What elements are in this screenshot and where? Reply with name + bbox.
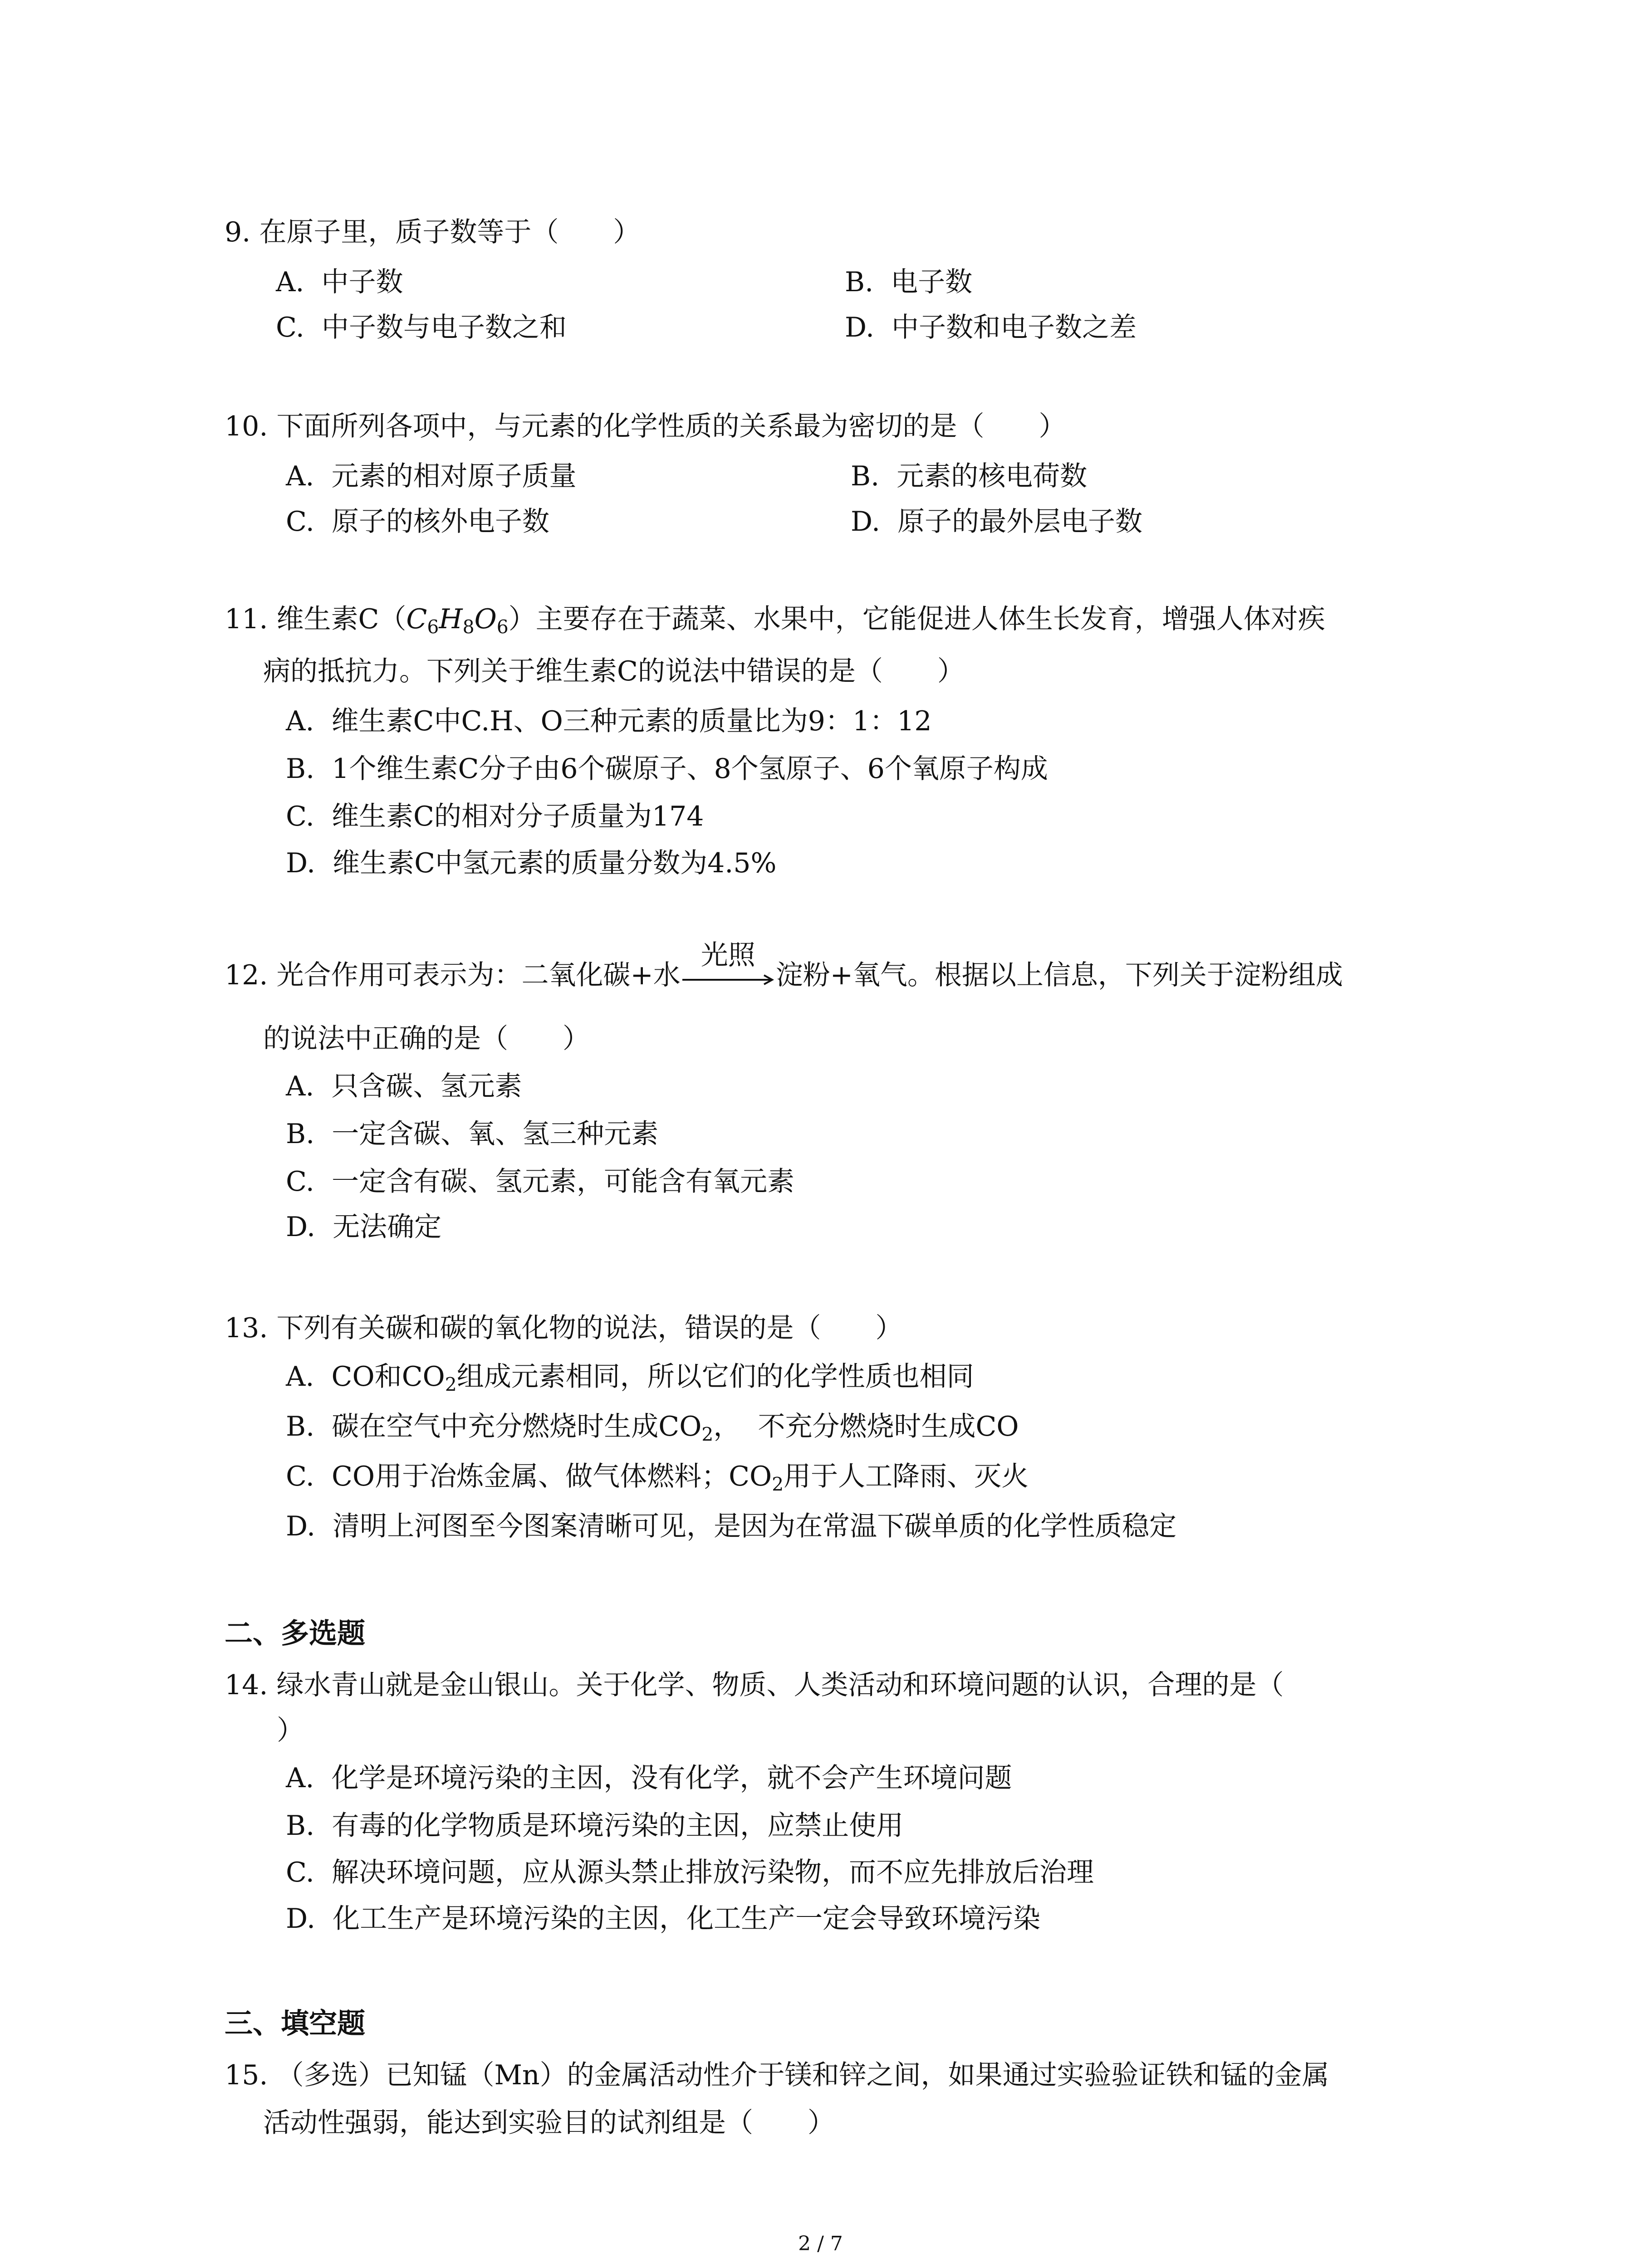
q13-option-c: C. CO用于冶炼金属、做气体燃料；$CO_2$用于人工降雨、灭火 xyxy=(286,1461,1029,1496)
q13-option-d: D. 清明上河图至今图案清晰可见，是因为在常温下碳单质的化学性质稳定 xyxy=(286,1510,1177,1542)
q9-option-d: D. 中子数和电子数之差 xyxy=(845,312,1137,343)
q13-option-a: A. CO和$CO_2$组成元素相同，所以它们的化学性质也相同 xyxy=(286,1361,974,1396)
section-heading-multi-choice: 二、多选题 xyxy=(225,1617,366,1650)
q9-stem: 9. 在原子里，质子数等于（ ） xyxy=(225,216,641,248)
page-number: 2 / 7 xyxy=(798,2232,843,2255)
q12-stem-line2: 的说法中正确的是（ ） xyxy=(263,1023,590,1055)
q12-option-b: B. 一定含碳、氧、氢三种元素 xyxy=(286,1118,659,1150)
reaction-arrow xyxy=(681,939,776,989)
q15-stem: 15. （多选）已知锰（Mn）的金属活动性介于镁和锌之间，如果通过实验验证铁和锰的金属 xyxy=(225,2059,1329,2091)
q14-option-d: D. 化工生产是环境污染的主因，化工生产一定会导致环境污染 xyxy=(286,1903,1041,1935)
q11-option-c: C. 维生素C的相对分子质量为174 xyxy=(286,801,704,832)
q11-stem: 11. 维生素$C(C_6H_8O_6)$主要存在于蔬菜、水果中，它能促进人体生长发育，增强人体对疾 xyxy=(225,603,1325,638)
q10-option-c: C. 原子的核外电子数 xyxy=(286,506,549,538)
q12-option-a: A. 只含碳、氢元素 xyxy=(286,1070,522,1102)
q12-option-c: C. 一定含有碳、氢元素，可能含有氧元素 xyxy=(286,1166,794,1198)
q11-option-b: B. 1个维生素C分子由6个碳原子、8个氢原子、6个氧原子构成 xyxy=(286,753,1048,785)
q11-option-a: A. 维生素C中C.H、O三种元素的质量比为9：1：12 xyxy=(286,705,932,737)
q9-option-a: A. 中子数 xyxy=(276,266,403,298)
q11-stem-line2: 病的抵抗力。下列关于维生素C的说法中错误的是（ ） xyxy=(263,655,965,687)
q9-option-c: C. 中子数与电子数之和 xyxy=(276,312,567,343)
q14-option-a: A. 化学是环境污染的主因，没有化学，就不会产生环境问题 xyxy=(286,1762,1012,1794)
q9-option-b: B. 电子数 xyxy=(845,266,973,298)
q13-option-b: B. 碳在空气中充分燃烧时生成$CO_2$， 不充分燃烧时生成CO xyxy=(286,1411,1019,1446)
q14-stem-line2: ） xyxy=(277,1715,304,1746)
q10-stem: 10. 下面所列各项中，与元素的化学性质的关系最为密切的是（ ） xyxy=(225,411,1066,442)
reaction-condition-label: 光照 xyxy=(700,939,755,971)
q14-option-c: C. 解决环境问题，应从源头禁止排放污染物，而不应先排放后治理 xyxy=(286,1857,1094,1888)
q14-option-b: B. 有毒的化学物质是环境污染的主因，应禁止使用 xyxy=(286,1810,904,1842)
q10-option-b: B. 元素的核电荷数 xyxy=(851,460,1087,492)
q10-option-d: D. 原子的最外层电子数 xyxy=(851,506,1143,538)
right-arrow-icon xyxy=(681,962,776,989)
q11-option-d: D. 维生素C中氢元素的质量分数为4.5% xyxy=(286,847,777,879)
q12-option-d: D. 无法确定 xyxy=(286,1211,442,1243)
q10-option-a: A. 元素的相对原子质量 xyxy=(286,460,577,492)
q13-stem: 13. 下列有关碳和碳的氧化物的说法，错误的是（ ） xyxy=(225,1312,903,1344)
q14-stem: 14. 绿水青山就是金山银山。关于化学、物质、人类活动和环境问题的认识，合理的是（ xyxy=(225,1669,1284,1701)
q12-stem: 12. 光合作用可表示为：二氧化碳+水 光照 淀粉+氧气。根据以上信息，下列关于淀粉组成 xyxy=(225,939,1343,991)
q15-stem-line2: 活动性强弱，能达到实验目的试剂组是（ ） xyxy=(263,2107,835,2139)
section-heading-fill-blank: 三、填空题 xyxy=(225,2007,366,2040)
